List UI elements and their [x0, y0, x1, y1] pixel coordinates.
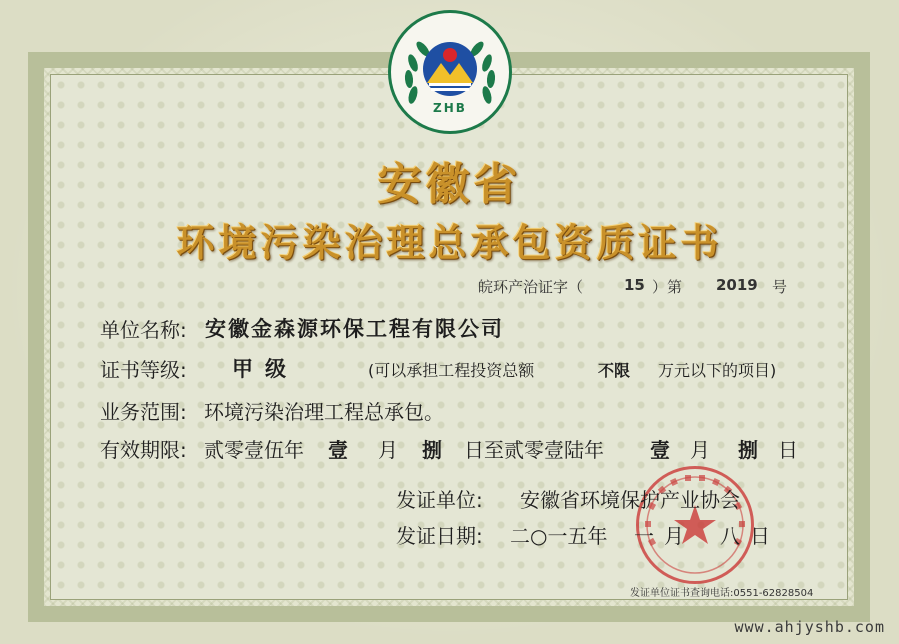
issue-date-day: 八日 — [720, 524, 780, 548]
inquiry-phone: 发证单位证书查询电话:0551-62828504 — [630, 588, 814, 599]
cert-number-value: 2019 — [716, 276, 758, 294]
issuer-label: 发证单位: — [396, 488, 483, 512]
validity-to: 日至贰零壹陆年 — [464, 438, 604, 462]
cert-number-suffix: 号 — [772, 278, 788, 296]
grade-label: 证书等级: — [100, 358, 187, 382]
grade-note-amount: 不限 — [598, 361, 631, 380]
validity-end-month: 壹 — [650, 438, 670, 462]
title-province: 安徽省 — [377, 159, 522, 210]
validity-end-month-char: 月 — [690, 438, 710, 462]
issue-date-label: 发证日期: — [396, 524, 483, 548]
validity-start-month: 壹 — [328, 438, 348, 462]
emblem-text: ZHB — [433, 101, 467, 115]
cert-number-middle: ）第 — [652, 278, 683, 296]
grade-note-prefix: (可以承担工程投资总额 — [368, 361, 535, 380]
validity-month-char: 月 — [378, 438, 398, 462]
cert-number-prefix: 皖环产治证字（ — [478, 278, 584, 296]
validity-day-char: 日 — [778, 438, 798, 462]
validity-label: 有效期限: — [100, 438, 187, 462]
unit-value: 安徽金森源环保工程有限公司 — [205, 316, 504, 341]
title-main: 环境污染治理总承包资质证书 — [176, 220, 723, 265]
issuer-value: 安徽省环境保护产业协会 — [520, 488, 740, 512]
validity-start-day: 捌 — [422, 438, 442, 462]
unit-label: 单位名称: — [100, 318, 187, 342]
issue-date-year: 二○一五年 — [510, 524, 608, 548]
grade-value: 甲级 — [232, 356, 298, 381]
scope-value: 环境污染治理工程总承包。 — [204, 400, 444, 424]
validity-start-year: 贰零壹伍年 — [204, 438, 304, 462]
cert-number-year-code: 15 — [624, 276, 645, 294]
issue-date-month: 一月 — [634, 524, 694, 548]
scope-label: 业务范围: — [100, 400, 187, 424]
emblem-logo — [388, 10, 512, 134]
validity-end-day: 捌 — [738, 438, 758, 462]
watermark-url: www.ahjyshb.com — [734, 618, 885, 636]
grade-note-suffix: 万元以下的项目) — [658, 361, 777, 380]
